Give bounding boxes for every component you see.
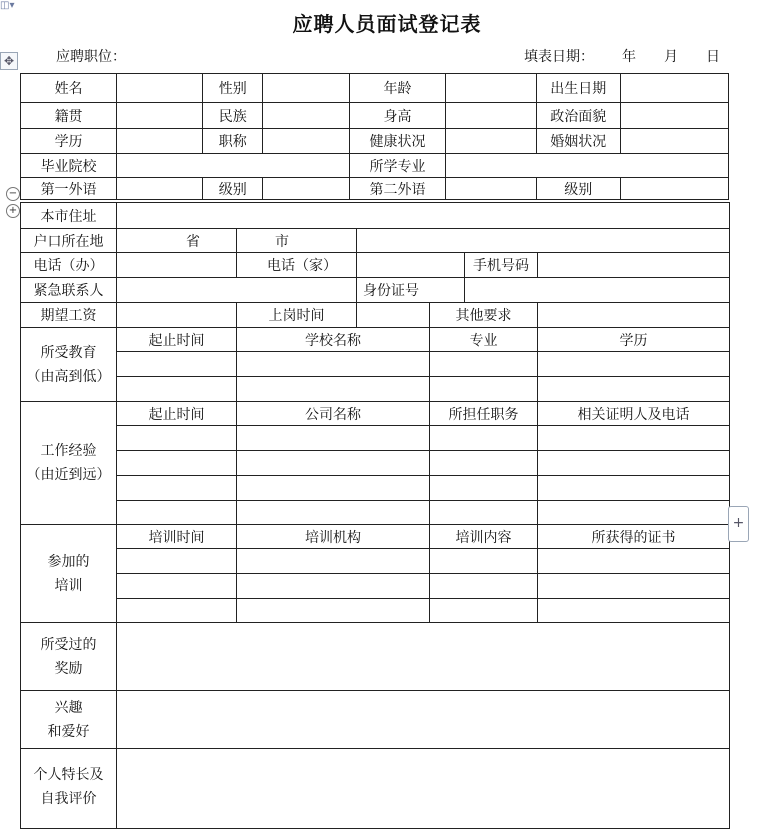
work-header-reference: 相关证明人及电话 [538, 402, 730, 426]
training-section-label: 参加的 培训 [21, 525, 117, 623]
age-field[interactable] [445, 74, 536, 103]
edu-cell[interactable] [237, 352, 430, 377]
edu-header-school: 学校名称 [237, 328, 430, 352]
political-status-field[interactable] [620, 103, 728, 129]
level2-label: 级别 [536, 178, 620, 200]
start-time-field[interactable] [357, 303, 430, 328]
second-language-label: 第二外语 [350, 178, 445, 200]
marital-label: 婚姻状况 [536, 129, 620, 154]
city-label: 市 [237, 229, 357, 253]
level2-field[interactable] [620, 178, 728, 200]
work-cell[interactable] [237, 451, 430, 476]
work-cell[interactable] [237, 501, 430, 525]
expected-salary-field[interactable] [117, 303, 237, 328]
edu-cell[interactable] [538, 377, 730, 402]
edu-header-period: 起止时间 [117, 328, 237, 352]
hukou-field[interactable] [357, 229, 730, 253]
awards-label: 所受过的 奖励 [21, 623, 117, 691]
training-cell[interactable] [538, 599, 730, 623]
training-cell[interactable] [117, 599, 237, 623]
start-time-label: 上岗时间 [237, 303, 357, 328]
work-cell[interactable] [538, 451, 730, 476]
position-label: 应聘职位： [56, 49, 126, 65]
training-cell[interactable] [538, 549, 730, 574]
education-field[interactable] [117, 129, 203, 154]
work-header-position: 所担任职务 [430, 402, 538, 426]
province-label: 省 [117, 229, 237, 253]
work-header-period: 起止时间 [117, 402, 237, 426]
training-cell[interactable] [430, 599, 538, 623]
training-header-certificate: 所获得的证书 [538, 525, 730, 549]
work-cell[interactable] [117, 426, 237, 451]
basic-info-table [20, 73, 729, 200]
emergency-label: 紧急联系人 [21, 278, 117, 303]
political-status-label: 政治面貌 [536, 103, 620, 129]
address-field[interactable] [117, 203, 730, 229]
school-field[interactable] [117, 154, 350, 178]
height-label: 身高 [350, 103, 445, 129]
birth-date-label: 出生日期 [536, 74, 620, 103]
hobbies-field[interactable] [117, 691, 730, 749]
phone-home-label: 电话（家） [237, 253, 357, 278]
school-label: 毕业院校 [21, 154, 117, 178]
address-label: 本市住址 [21, 203, 117, 229]
details-table [20, 202, 730, 829]
level1-field[interactable] [263, 178, 350, 200]
work-cell[interactable] [430, 451, 538, 476]
job-title-label: 职称 [203, 129, 263, 154]
edu-cell[interactable] [237, 377, 430, 402]
fill-date-label: 填表日期： [524, 49, 594, 65]
phone-office-field[interactable] [117, 253, 237, 278]
work-section-label: 工作经验 （由近到远） [21, 402, 117, 525]
native-place-field[interactable] [117, 103, 203, 129]
name-field[interactable] [117, 74, 203, 103]
ethnicity-field[interactable] [263, 103, 350, 129]
day-label: 日 [706, 49, 720, 65]
corner-menu-icon[interactable]: ◫▾ [0, 0, 15, 11]
height-field[interactable] [445, 103, 536, 129]
edu-cell[interactable] [117, 352, 237, 377]
training-cell[interactable] [538, 574, 730, 599]
education-section-label: 所受教育 （由高到低） [21, 328, 117, 402]
emergency-field[interactable] [117, 278, 357, 303]
age-label: 年龄 [350, 74, 445, 103]
hukou-label: 户口所在地 [21, 229, 117, 253]
mobile-field[interactable] [538, 253, 730, 278]
major-field[interactable] [445, 154, 728, 178]
training-cell[interactable] [237, 599, 430, 623]
form-title: 应聘人员面试登记表 [292, 12, 482, 36]
work-cell[interactable] [430, 476, 538, 501]
edu-cell[interactable] [538, 352, 730, 377]
training-header-period: 培训时间 [117, 525, 237, 549]
first-language-label: 第一外语 [21, 178, 117, 200]
work-cell[interactable] [538, 501, 730, 525]
native-place-label: 籍贯 [21, 103, 117, 129]
health-field[interactable] [445, 129, 536, 154]
strengths-field[interactable] [117, 749, 730, 829]
hobbies-label: 兴趣 和爱好 [21, 691, 117, 749]
edu-cell[interactable] [117, 377, 237, 402]
year-label: 年 [622, 49, 636, 65]
level1-label: 级别 [203, 178, 263, 200]
training-cell[interactable] [430, 549, 538, 574]
major-label: 所学专业 [350, 154, 445, 178]
health-label: 健康状况 [350, 129, 445, 154]
edu-header-degree: 学历 [538, 328, 730, 352]
collapse-row-icon[interactable]: − [6, 187, 20, 201]
name-label: 姓名 [21, 74, 117, 103]
mobile-label: 手机号码 [465, 253, 538, 278]
strengths-label: 个人特长及 自我评价 [21, 749, 117, 829]
expected-salary-label: 期望工资 [21, 303, 117, 328]
work-cell[interactable] [117, 451, 237, 476]
training-cell[interactable] [117, 574, 237, 599]
marital-field[interactable] [620, 129, 728, 154]
phone-office-label: 电话（办） [21, 253, 117, 278]
work-header-company: 公司名称 [237, 402, 430, 426]
work-cell[interactable] [117, 476, 237, 501]
id-number-field[interactable] [465, 278, 730, 303]
training-cell[interactable] [237, 549, 430, 574]
fill-date [524, 46, 720, 66]
table-move-icon[interactable]: ✥ [0, 52, 18, 70]
other-requirements-field[interactable] [538, 303, 730, 328]
work-cell[interactable] [237, 426, 430, 451]
job-title-field[interactable] [263, 129, 350, 154]
ethnicity-label: 民族 [203, 103, 263, 129]
id-number-label: 身份证号 [357, 278, 465, 303]
other-requirements-label: 其他要求 [430, 303, 538, 328]
training-header-institution: 培训机构 [237, 525, 430, 549]
month-label: 月 [664, 49, 678, 65]
edu-cell[interactable] [430, 377, 538, 402]
work-cell[interactable] [117, 501, 237, 525]
birth-date-field[interactable] [620, 74, 728, 103]
edu-cell[interactable] [430, 352, 538, 377]
training-cell[interactable] [430, 574, 538, 599]
training-cell[interactable] [117, 549, 237, 574]
gender-label: 性别 [203, 74, 263, 103]
work-cell[interactable] [430, 426, 538, 451]
work-cell[interactable] [430, 501, 538, 525]
phone-home-field[interactable] [357, 253, 465, 278]
awards-field[interactable] [117, 623, 730, 691]
work-cell[interactable] [538, 476, 730, 501]
edu-header-major: 专业 [430, 328, 538, 352]
training-header-content: 培训内容 [430, 525, 538, 549]
insert-row-icon[interactable]: + [6, 204, 20, 218]
second-language-field[interactable] [445, 178, 536, 200]
first-language-field[interactable] [117, 178, 203, 200]
gender-field[interactable] [263, 74, 350, 103]
add-column-icon[interactable]: + [728, 506, 749, 542]
education-label: 学历 [21, 129, 117, 154]
work-cell[interactable] [237, 476, 430, 501]
work-cell[interactable] [538, 426, 730, 451]
training-cell[interactable] [237, 574, 430, 599]
